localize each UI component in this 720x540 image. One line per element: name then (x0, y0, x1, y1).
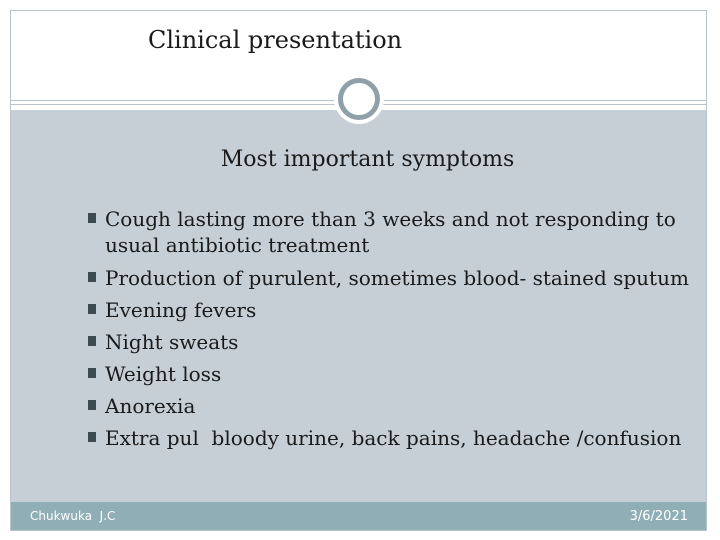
square-bullet-icon (88, 400, 96, 410)
list-item (88, 390, 688, 422)
slide-title: Clinical presentation (148, 26, 403, 54)
list-item (88, 206, 688, 258)
square-bullet-icon (88, 336, 96, 346)
list-item (88, 262, 688, 294)
list-item-text: Weight loss (105, 362, 222, 386)
list-item (88, 326, 688, 358)
square-bullet-icon (88, 432, 96, 442)
circle-ornament-icon (338, 78, 380, 120)
footer-author: Chukwuka J.C (30, 509, 116, 523)
list-item (88, 422, 688, 454)
slide-subtitle: Most important symptoms (220, 147, 515, 172)
square-bullet-icon (88, 272, 96, 282)
square-bullet-icon (88, 213, 96, 223)
list-item (88, 358, 688, 390)
square-bullet-icon (88, 368, 96, 378)
list-item-text-line-1: Cough lasting more than 3 weeks and not responding to (105, 207, 676, 231)
footer-date: 3/6/2021 (629, 509, 688, 524)
list-item (88, 294, 688, 326)
list-item-text: Evening fevers (105, 298, 257, 322)
list-item-text: Anorexia (105, 394, 196, 418)
square-bullet-icon (88, 304, 96, 314)
symptom-list (88, 206, 688, 454)
list-item-text: Night sweats (105, 330, 239, 354)
list-item-text-line-2: usual antibiotic treatment (105, 233, 370, 257)
list-item-text: Extra pul bloody urine, back pains, headache /confusion (105, 426, 682, 450)
list-item-text: Production of purulent, sometimes blood- stained sputum (105, 266, 689, 290)
